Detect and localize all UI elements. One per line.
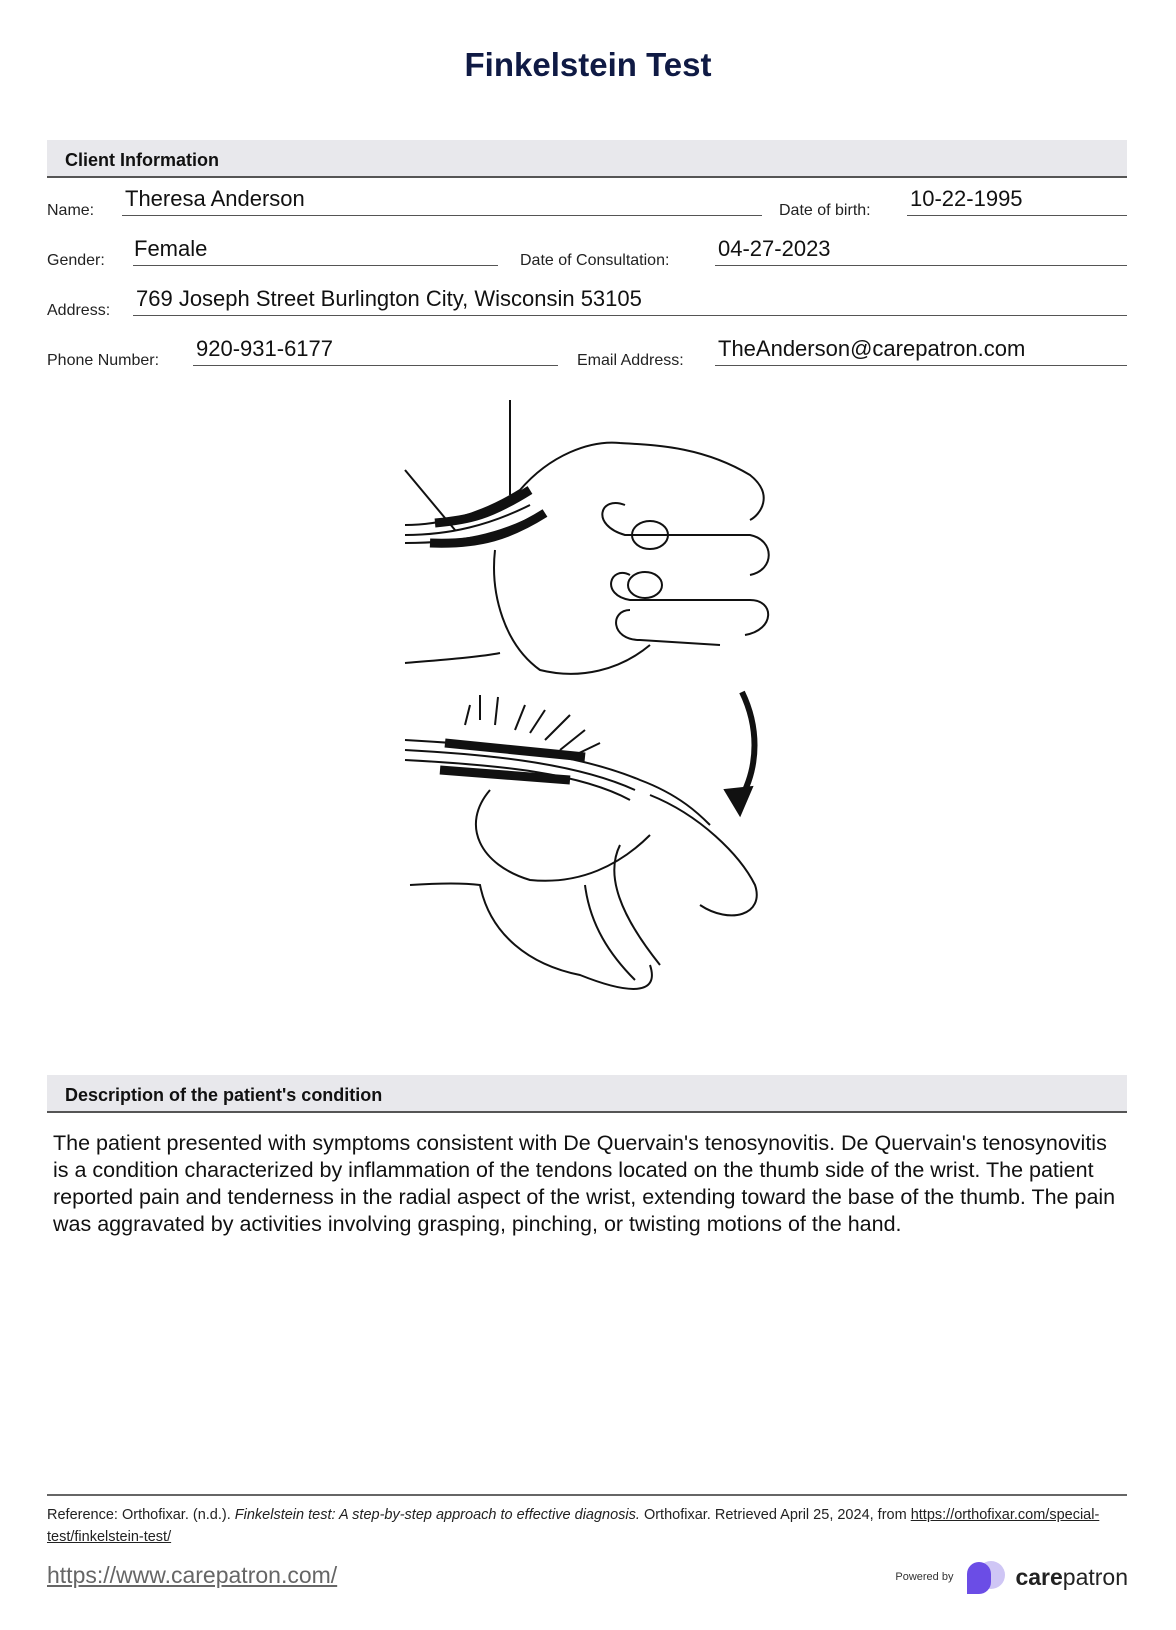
- client-information-heading: Client Information: [65, 150, 219, 170]
- email-field[interactable]: TheAnderson@carepatron.com: [715, 331, 1127, 366]
- dob-label: Date of birth:: [779, 202, 871, 219]
- footer-divider: [47, 1494, 1127, 1496]
- phone-email-row: [47, 330, 1127, 370]
- gender-field[interactable]: Female: [133, 231, 498, 266]
- finkelstein-hand-illustration: [380, 395, 800, 1045]
- consult-field[interactable]: 04-27-2023: [715, 231, 1127, 266]
- reference: Reference: Orthofixar. (n.d.). Finkelstein test: A step-by-step approach to effective diagnosis. Orthofixar. Retrieved April 25, 2024, from https://orthofixar.com/special-test/finkelstein-test/: [47, 1507, 1100, 1545]
- page-title: Finkelstein Test: [464, 46, 712, 83]
- condition-description: The patient presented with symptoms consistent with De Quervain's tenosynovitis. De Quervain's tenosynovitis is a condition characterized by inflammation of the tendons located on the thumb side of the wrist. The patient reported pain and tenderness in the radial aspect of the wrist, extending toward the base of the thumb. The pain was aggravated by activities involving grasping, pinching, or twisting motions of the hand.: [53, 1131, 1116, 1236]
- address-row: [47, 280, 1127, 320]
- gender-consult-row: [47, 230, 1127, 270]
- gender-label: Gender:: [47, 252, 105, 269]
- dob-field[interactable]: 10-22-1995: [907, 181, 1127, 216]
- client-information-header: [47, 140, 1127, 178]
- name-dob-row: [47, 180, 1127, 220]
- name-field[interactable]: Theresa Anderson: [122, 181, 762, 216]
- phone-label: Phone Number:: [47, 352, 160, 369]
- phone-field[interactable]: 920-931-6177: [193, 331, 558, 366]
- hand-fist-illustration: [405, 400, 769, 674]
- address-field[interactable]: 769 Joseph Street Burlington City, Wisconsin 53105: [133, 281, 1127, 316]
- name-label: Name:: [47, 202, 95, 219]
- description-header: [47, 1075, 1127, 1113]
- carepatron-url-link[interactable]: https://www.carepatron.com/: [47, 1562, 338, 1588]
- consult-label: Date of Consultation:: [520, 252, 670, 269]
- reference-link[interactable]: https://orthofixar.com/special-test/finkelstein-test/: [47, 1507, 1100, 1545]
- email-label: Email Address:: [577, 352, 684, 369]
- powered-by-carepatron: Powered by carepatron: [895, 1560, 1128, 1594]
- address-label: Address:: [47, 302, 111, 319]
- description-heading: Description of the patient's condition: [65, 1085, 383, 1105]
- hand-ulnar-deviation-illustration: [405, 692, 757, 989]
- carepatron-logo-icon: [961, 1560, 1007, 1594]
- carepatron-wordmark: carepatron: [1015, 1563, 1128, 1590]
